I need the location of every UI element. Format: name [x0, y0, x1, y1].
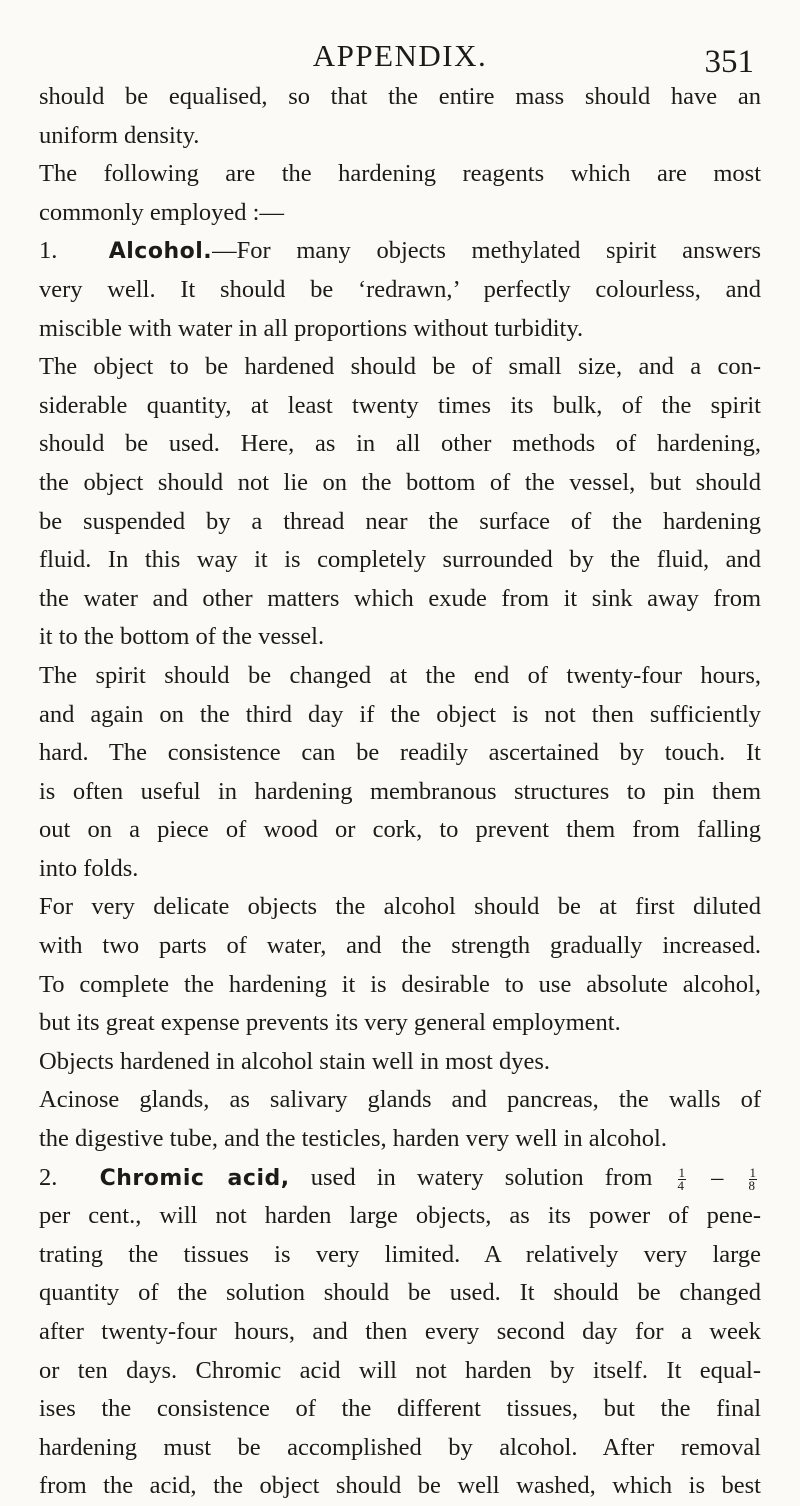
item-heading-alcohol: Alcohol.: [108, 239, 213, 265]
item-number: 2.: [39, 1163, 58, 1191]
text-line: uniform density.: [39, 121, 200, 149]
text-line: Acinose glands, as salivary glands and pancreas, the walls of: [39, 1086, 761, 1114]
range-dash: –: [711, 1163, 724, 1191]
text-line: Objects hardened in alcohol stain well in most dyes.: [39, 1047, 550, 1075]
text-line: per cent., will not harden large objects, as its power of pene-: [39, 1202, 761, 1230]
text-line: out on a piece of wood or cork, to prevent them from falling: [39, 816, 761, 844]
text-line: commonly employed :—: [39, 198, 284, 226]
text-line: but its great expense prevents its very general employment.: [39, 1009, 621, 1037]
text-line: from the acid, the object should be well washed, which is best: [39, 1472, 761, 1500]
text-line: is often useful in hardening membranous structures to pin them: [39, 777, 761, 805]
item-heading-chromic: Chromic acid,: [99, 1165, 290, 1191]
fraction-quarter: [677, 1164, 687, 1193]
text-line-chromic: [39, 1159, 761, 1198]
text-line: fluid. In this way it is completely surrounded by the fluid, and: [39, 546, 761, 574]
text-fragment: —For many objects methylated spirit answers: [212, 237, 762, 265]
text-line: The following are the hardening reagents which are most: [39, 160, 761, 188]
text-line: into folds.: [39, 854, 139, 882]
page-header: [0, 30, 800, 80]
fraction-denominator: 8: [748, 1177, 756, 1193]
text-line: after twenty-four hours, and then every second day for a week: [39, 1318, 761, 1345]
text-line: and again on the third day if the object is not then sufficiently: [39, 700, 761, 728]
body-text: [39, 78, 761, 1506]
text-line: ises the consistence of the different tissues, but the final: [39, 1395, 761, 1423]
fraction-numerator: 1: [678, 1164, 686, 1180]
text-line: very well. It should be ‘redrawn,’ perfectly colourless, and: [39, 275, 761, 303]
text-line-alcohol: [39, 232, 761, 271]
text-line: the water and other matters which exude from it sink away from: [39, 584, 761, 612]
fraction-numerator: 1: [749, 1164, 757, 1180]
text-line: with two parts of water, and the strength gradually increased.: [39, 932, 761, 960]
fraction-eighth: [748, 1164, 758, 1193]
text-line: hardening must be accomplished by alcohol. After removal: [39, 1433, 761, 1461]
page-number: 351: [704, 44, 754, 80]
running-title: APPENDIX.: [312, 38, 488, 73]
text-fragment: used in watery solution from: [310, 1163, 653, 1191]
text-line: hard. The consistence can be readily ascertained by touch. It: [39, 739, 761, 767]
text-line: trating the tissues is very limited. A relatively very large: [39, 1240, 761, 1268]
text-line: should be equalised, so that the entire mass should have an: [39, 83, 761, 110]
text-line: To complete the hardening it is desirable to use absolute alcohol,: [39, 970, 761, 998]
text-line: or ten days. Chromic acid will not harden by itself. It equal-: [39, 1356, 761, 1384]
text-line: be suspended by a thread near the surface of the hardening: [39, 507, 761, 535]
item-number: 1.: [39, 237, 58, 265]
text-line: miscible with water in all proportions without turbidity.: [39, 314, 584, 342]
fraction-denominator: 4: [677, 1177, 685, 1193]
text-line: should be used. Here, as in all other methods of hardening,: [39, 430, 761, 458]
text-line: For very delicate objects the alcohol should be at first diluted: [39, 893, 761, 921]
text-line: The object to be hardened should be of small size, and a con-: [39, 353, 761, 381]
text-line: the object should not lie on the bottom of the vessel, but should: [39, 468, 761, 496]
text-line: The spirit should be changed at the end of twenty-four hours,: [39, 661, 761, 689]
text-line: siderable quantity, at least twenty times its bulk, of the spirit: [39, 391, 761, 419]
text-line: the digestive tube, and the testicles, harden very well in alcohol.: [39, 1125, 667, 1153]
text-line: it to the bottom of the vessel.: [39, 623, 325, 651]
text-line: quantity of the solution should be used. It should be changed: [39, 1279, 761, 1307]
